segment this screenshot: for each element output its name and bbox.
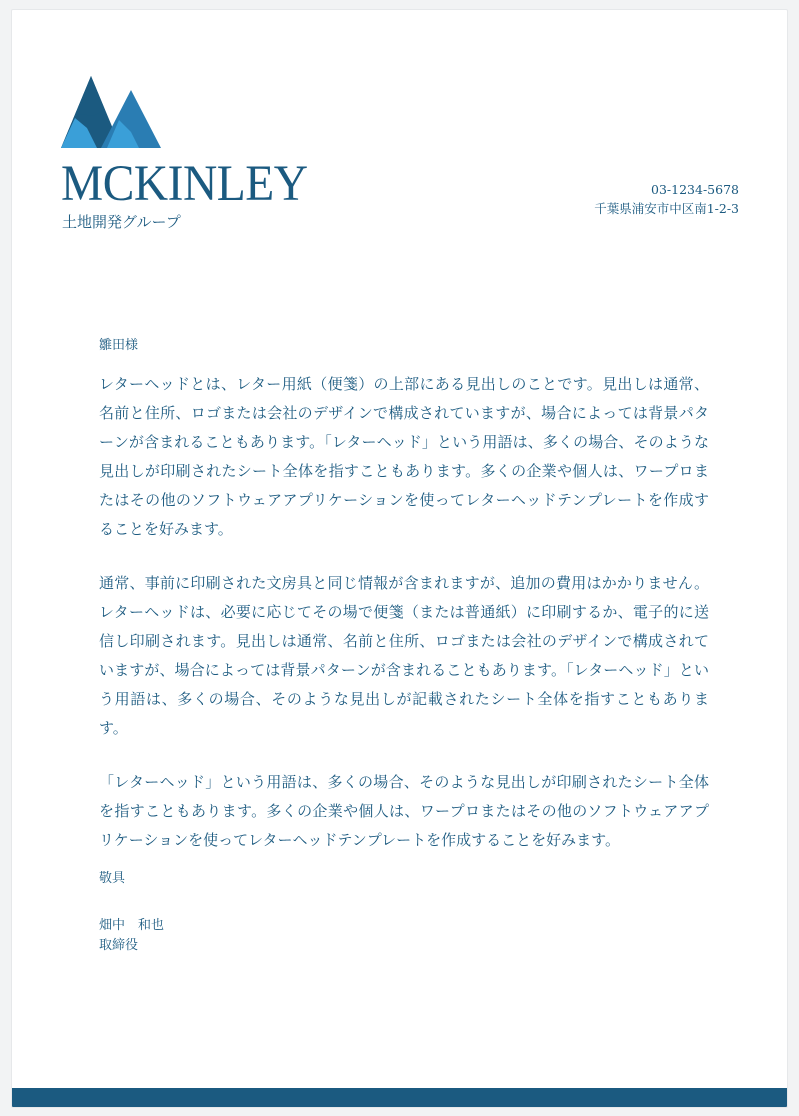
address: 千葉県浦安市中区南1-2-3 (594, 201, 739, 216)
body-paragraph: 通常、事前に印刷された文房具と同じ情報が含まれますが、追加の費用はかかりません。レターヘッドは、必要に応じてその場で便箋（または普通紙）に印刷するか、電子的に送信し印刷されます。見出しは通常、名前と住所、ロゴまたは会社のデザインで構成されていますが、場合によっては背景パターンが含まれることもあります。「レターヘッド」という用語は、多くの場合、そのような見出しが記載されたシート全体を指すこともあります。 (99, 574, 709, 737)
brand-name: MCKINLEY (61, 156, 308, 212)
body-paragraph: 「レターヘッド」という用語は、多くの場合、そのような見出しが印刷されたシート全体を指すこともあります。多くの企業や個人は、ワープロまたはその他のソフトウェアアプリケーションを使ってレターヘッドテンプレートを作成することを好みます。 (99, 773, 709, 849)
mountain-peaks-icon (61, 76, 161, 148)
signer-name: 畑中 和也 (99, 918, 165, 933)
brand-subtitle: 土地開発グループ (62, 213, 181, 231)
footer-bar (12, 1088, 787, 1107)
signature-block (99, 916, 709, 956)
letter-body (99, 336, 709, 956)
letter-page (11, 9, 788, 1108)
phone-number: 03-1234-5678 (651, 182, 739, 197)
signer-title: 取締役 (99, 938, 139, 953)
contact-block (594, 180, 739, 218)
body-paragraph: レターヘッドとは、レター用紙（便箋）の上部にある見出しのことです。見出しは通常、名前と住所、ロゴまたは会社のデザインで構成されていますが、場合によっては背景パターンが含まれることもあります。「レターヘッド」という用語は、多くの場合、そのような見出しが印刷されたシート全体を指すこともあります。多くの企業や個人は、ワープロまたはその他のソフトウェアアプリケーションを使ってレターヘッドテンプレートを作成することを好みます。 (99, 375, 709, 538)
closing: 敬具 (99, 871, 126, 886)
salutation: 雛田様 (99, 338, 139, 353)
